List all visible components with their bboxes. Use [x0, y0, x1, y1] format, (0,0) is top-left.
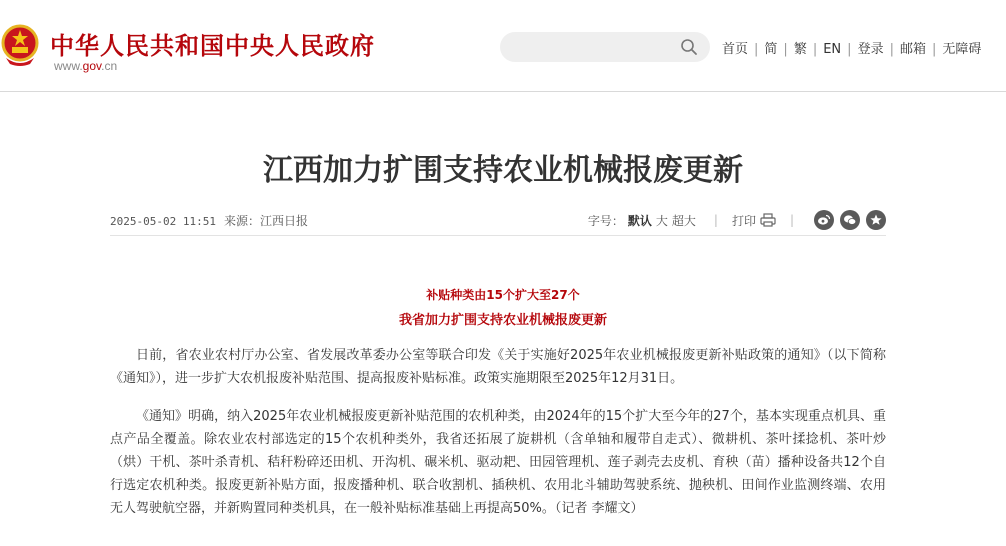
nav-separator: | — [931, 42, 937, 57]
nav-english[interactable]: EN — [823, 42, 842, 57]
nav-simplified[interactable]: 简 — [764, 42, 778, 57]
source-name: 江西日报 — [259, 214, 308, 228]
nav-separator: | — [847, 42, 852, 57]
article-paragraph: 《通知》明确，纳入2025年农业机械报废更新补贴范围的农机种类，由2024年的15个扩大至今年的27个，基本实现重点机具、重点产品全覆盖。除农业农村部选定的15个农机种类外，我省还拓展了旋耕机（含单轴和履带自走式）、微耕机、茶叶揉捻机、茶叶炒（烘）干机、茶叶杀青机、秸秆粉碎还田机、开沟机、碾米机、驱动耙、田园管理机、莲子剥壳去皮机、育秧（苗）播种设备共12个自行选定农机种类。报废更新补贴方面，报废播种机、联合收割机、插秧机、农用北斗辅助驾驶系统、抛秧机、田间作业监测终端、农用无人驾驶航空器，并新购置同种类机具，在一般补贴标准基础上再提高50%。（记者 李耀文） — [110, 409, 886, 516]
nav-accessibility[interactable]: 无障碍 — [942, 42, 982, 57]
font-size-label: 字号： — [587, 213, 624, 228]
font-size-large[interactable]: 大 — [655, 213, 668, 228]
star-icon — [869, 213, 883, 227]
article-paragraph: 日前，省农业农村厅办公室、省发展改革委办公室等联合印发《关于实施好2025年农业机械报废更新补贴政策的通知》（以下简称《通知》），进一步扩大农机报废补贴范围、提高报废补贴标准。政策实施期限至2025年12月31日。 — [110, 348, 886, 386]
nav-traditional[interactable]: 繁 — [793, 42, 807, 57]
site-url-gov: gov — [82, 59, 102, 73]
nav-separator: | — [812, 42, 818, 57]
source-label: 来源： — [223, 214, 260, 228]
site-url-prefix: www. — [54, 59, 83, 73]
nav-email[interactable]: 邮箱 — [899, 42, 926, 57]
search-icon[interactable] — [680, 38, 698, 56]
wechat-glyph-icon — [843, 214, 857, 226]
article-tools — [588, 208, 886, 232]
site-title[interactable]: 中华人民共和国中央人民政府 — [50, 32, 375, 60]
search-input[interactable] — [500, 32, 710, 62]
article-meta — [110, 212, 308, 229]
print-label[interactable]: 打印 — [731, 213, 756, 228]
nav-separator: | — [754, 42, 759, 57]
print-icon[interactable] — [760, 213, 776, 227]
font-size-xlarge[interactable]: 超大 — [671, 213, 696, 228]
tools-divider: | — [789, 213, 794, 227]
weibo-glyph-icon — [817, 214, 831, 226]
article-title: 江西加力扩围支持农业机械报废更新 — [263, 153, 743, 188]
wechat-icon[interactable] — [840, 210, 860, 230]
nav-login[interactable]: 登录 — [857, 42, 884, 57]
nav-separator: | — [889, 42, 894, 57]
font-size-default[interactable]: 默认 — [627, 213, 652, 228]
site-header — [0, 0, 1006, 92]
top-navigation — [722, 38, 981, 57]
article-sub-headline: 补贴种类由15个扩大至27个 — [426, 288, 580, 302]
site-url-suffix: .cn — [101, 59, 118, 73]
article-meta-bar — [110, 206, 886, 236]
favorite-icon[interactable] — [866, 210, 886, 230]
national-emblem-icon[interactable] — [0, 22, 40, 68]
nav-home[interactable]: 首页 — [722, 42, 749, 57]
tools-divider: | — [713, 213, 718, 227]
article-headline: 我省加力扩围支持农业机械报废更新 — [398, 313, 607, 328]
weibo-icon[interactable] — [814, 210, 834, 230]
publish-date: 2025-05-02 11:51 — [110, 215, 216, 228]
nav-separator: | — [783, 42, 788, 57]
site-url[interactable] — [54, 59, 117, 73]
